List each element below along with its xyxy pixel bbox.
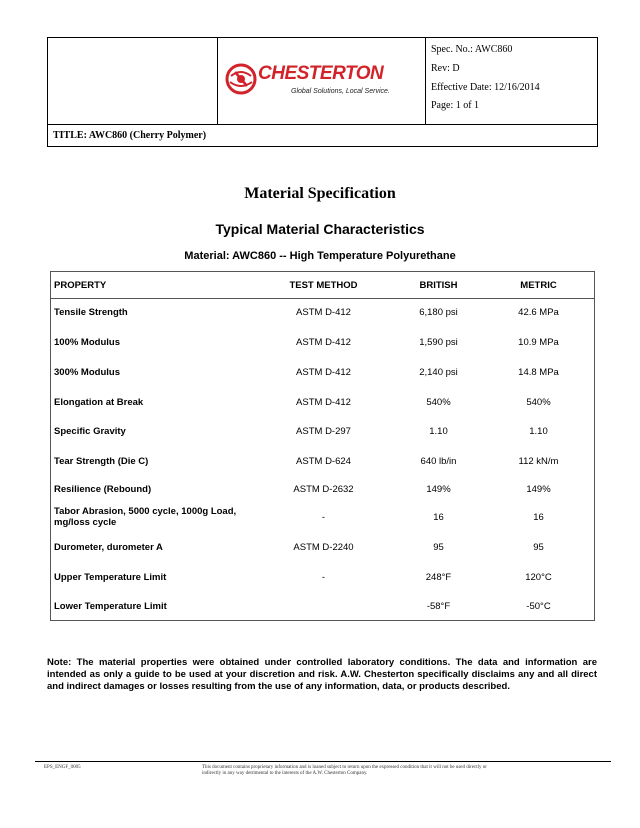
- globe-icon: [225, 63, 257, 95]
- column-header-property: PROPERTY: [54, 280, 107, 291]
- section-heading: Typical Material Characteristics: [215, 221, 425, 237]
- method-cell: -: [321, 572, 326, 583]
- document-title: TITLE: AWC860 (Cherry Polymer): [53, 130, 207, 141]
- page-heading: Material Specification: [244, 185, 396, 202]
- method-cell: ASTM D-412: [296, 337, 351, 348]
- footer-code: EPS_ENGF_0005: [44, 765, 81, 770]
- property-cell: Elongation at Break: [54, 397, 144, 408]
- property-cell: Tensile Strength: [54, 307, 128, 318]
- metric-cell: 10.9 MPa: [518, 337, 559, 348]
- table-header: [51, 272, 594, 299]
- metric-cell: 14.8 MPa: [518, 367, 559, 378]
- method-cell: ASTM D-412: [296, 397, 351, 408]
- page-number: Page: 1 of 1: [431, 100, 480, 111]
- property-cell: Lower Temperature Limit: [54, 601, 167, 612]
- method-cell: ASTM D-412: [296, 307, 351, 318]
- footer-disclaimer: This document contains proprietary information and is loaned subject to return upon the expressed condition that it will not be used directly or indirectly in any way detrimental to the interests of the A.W. Chesterton Company.: [202, 765, 487, 776]
- method-cell: ASTM D-2632: [293, 484, 354, 495]
- british-cell: 640 lb/in: [420, 456, 457, 467]
- metric-cell: 42.6 MPa: [518, 307, 559, 318]
- british-cell: 248°F: [425, 572, 452, 583]
- material-heading: Material: AWC860 -- High Temperature Polyurethane: [184, 250, 456, 262]
- spec-number: Spec. No.: AWC860: [431, 44, 513, 55]
- header-box: [47, 37, 598, 147]
- british-cell: 95: [433, 542, 444, 553]
- disclaimer-note: Note: The material properties were obtained under controlled laboratory conditions. The data and information are intended as only a guide to be used at your discretion and risk. A.W. Chesterton specifically disclaims any and all direct and indirect damages or losses resulting from the use of any information, data, or products described.: [47, 657, 597, 692]
- metric-cell: 95: [533, 542, 544, 553]
- property-cell: 300% Modulus: [54, 367, 120, 378]
- property-cell: Durometer, durometer A: [54, 542, 163, 553]
- british-cell: 1,590 psi: [419, 337, 458, 348]
- footer-divider: [35, 761, 611, 762]
- column-header-british: BRITISH: [419, 280, 458, 291]
- method-cell: ASTM D-624: [296, 456, 351, 467]
- spec-info-cell: [425, 38, 598, 124]
- british-cell: 6,180 psi: [419, 307, 458, 318]
- chesterton-logo: [225, 61, 405, 101]
- metric-cell: 16: [533, 512, 544, 523]
- properties-table: [50, 271, 595, 621]
- british-cell: 16: [433, 512, 444, 523]
- metric-cell: 1.10: [529, 426, 548, 437]
- british-cell: 1.10: [429, 426, 448, 437]
- property-cell: Tear Strength (Die C): [54, 456, 149, 467]
- metric-cell: 120°C: [525, 572, 552, 583]
- metric-cell: 149%: [526, 484, 551, 495]
- header-blank-cell: [48, 38, 218, 124]
- revision: Rev: D: [431, 63, 460, 74]
- property-cell: 100% Modulus: [54, 337, 120, 348]
- logo-tagline: Global Solutions, Local Service.: [291, 88, 390, 95]
- british-cell: 149%: [426, 484, 451, 495]
- metric-cell: -50°C: [526, 601, 551, 612]
- metric-cell: 112 kN/m: [518, 456, 559, 467]
- metric-cell: 540%: [526, 397, 551, 408]
- british-cell: -58°F: [426, 601, 451, 612]
- method-cell: ASTM D-412: [296, 367, 351, 378]
- property-cell: Tabor Abrasion, 5000 cycle, 1000g Load, mg/loss cycle: [54, 506, 237, 528]
- british-cell: 540%: [426, 397, 451, 408]
- title-row: [48, 124, 597, 147]
- effective-date: Effective Date: 12/16/2014: [431, 82, 540, 93]
- column-header-test-method: TEST METHOD: [289, 280, 358, 291]
- column-header-metric: METRIC: [520, 280, 557, 291]
- property-cell: Specific Gravity: [54, 426, 126, 437]
- british-cell: 2,140 psi: [419, 367, 458, 378]
- logo-text: CHESTERTON: [258, 63, 384, 84]
- property-cell: Upper Temperature Limit: [54, 572, 167, 583]
- method-cell: -: [321, 512, 326, 523]
- property-cell: Resilience (Rebound): [54, 484, 152, 495]
- method-cell: ASTM D-297: [296, 426, 351, 437]
- method-cell: ASTM D-2240: [293, 542, 354, 553]
